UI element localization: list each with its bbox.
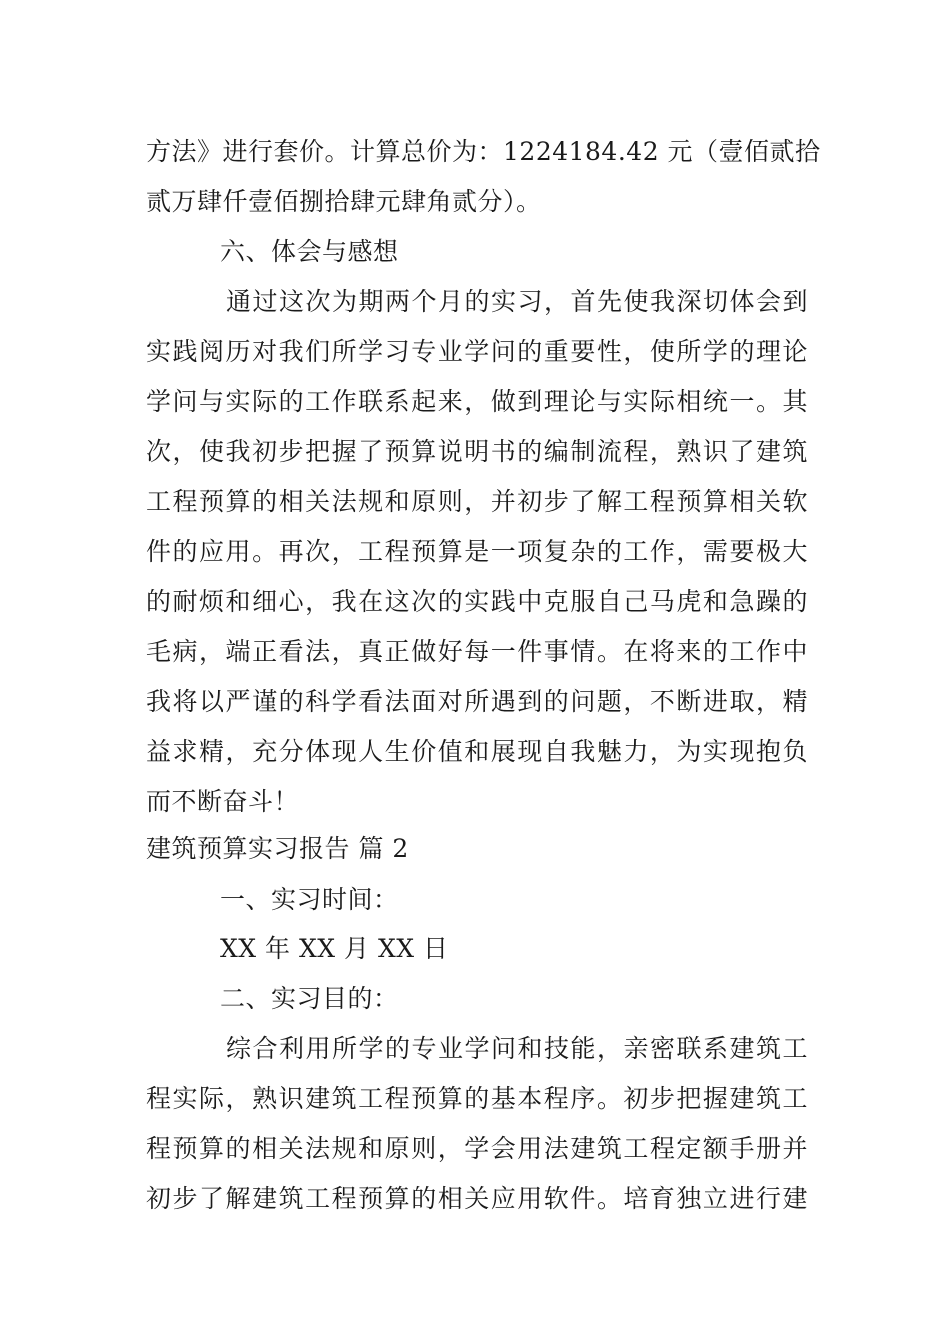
- section-heading: 六、体会与感想: [220, 237, 399, 266]
- date-line: XX 年 XX 月 XX 日: [220, 934, 449, 963]
- paragraph-line: 次，使我初步把握了预算说明书的编制流程，熟识了建筑: [146, 437, 808, 466]
- paragraph-line: 程预算的相关法规和原则，学会用法建筑工程定额手册并: [146, 1134, 808, 1163]
- paragraph-line: 我将以严谨的科学看法面对所遇到的问题，不断进取，精: [146, 687, 808, 716]
- paragraph-line: 贰万肆仟壹佰捌拾肆元肆角贰分）。: [146, 187, 542, 216]
- paragraph-line: 程实际，熟识建筑工程预算的基本程序。初步把握建筑工: [146, 1084, 808, 1113]
- section-heading: 二、实习目的：: [220, 984, 399, 1013]
- paragraph-line: 而不断奋斗！: [146, 787, 300, 816]
- paragraph-line: 的耐烦和细心，我在这次的实践中克服自己马虎和急躁的: [146, 587, 808, 616]
- paragraph-line: 实践阅历对我们所学习专业学问的重要性，使所学的理论: [146, 337, 808, 366]
- paragraph-line: 学问与实际的工作联系起来，做到理论与实际相统一。其: [146, 387, 808, 416]
- paragraph-line: 工程预算的相关法规和原则，并初步了解工程预算相关软: [146, 487, 808, 516]
- section-heading: 一、实习时间：: [220, 885, 399, 914]
- paragraph-line: 益求精，充分体现人生价值和展现自我魅力，为实现抱负: [146, 737, 808, 766]
- paragraph-line: 件的应用。再次，工程预算是一项复杂的工作，需要极大: [146, 537, 808, 566]
- section-title: 建筑预算实习报告 篇 2: [146, 834, 409, 863]
- paragraph-line: 初步了解建筑工程预算的相关应用软件。培育独立进行建: [146, 1184, 808, 1213]
- paragraph-line: 方法》进行套价。计算总价为：1224184.42 元（壹佰贰拾: [146, 137, 821, 166]
- paragraph-line: 毛病，端正看法，真正做好每一件事情。在将来的工作中: [146, 637, 808, 666]
- paragraph-line: 综合利用所学的专业学问和技能，亲密联系建筑工: [226, 1034, 808, 1063]
- paragraph-line: 通过这次为期两个月的实习，首先使我深切体会到: [226, 287, 808, 316]
